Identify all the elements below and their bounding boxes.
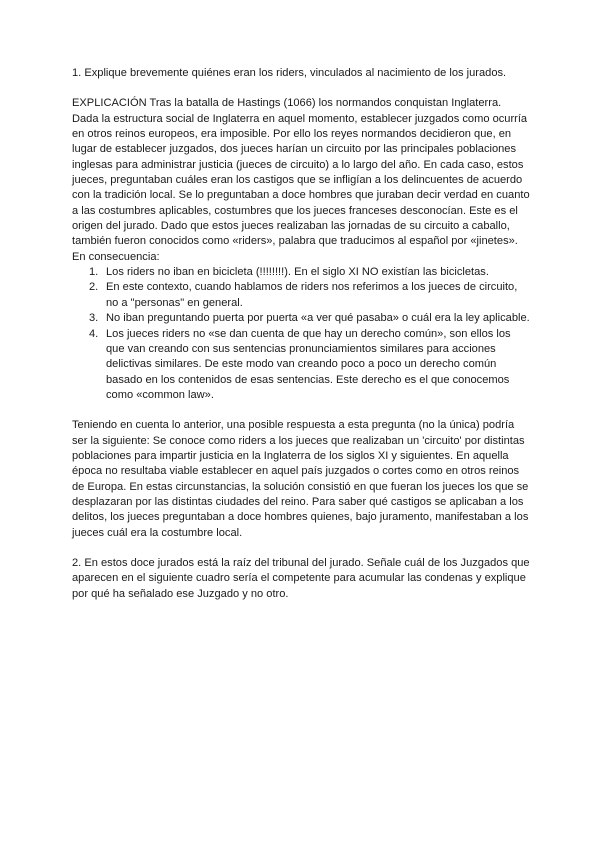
- list-text: Los riders no iban en bicicleta (!!!!!!!!). En el siglo XI NO existían las bicicletas.: [106, 266, 489, 279]
- list-text: No iban preguntando puerta por puerta «a ver qué pasaba» o cuál era la ley aplicable.: [106, 312, 530, 325]
- list-item: [72, 265, 530, 280]
- consequence-list: [72, 265, 530, 403]
- spacer: [72, 81, 530, 96]
- list-item: [72, 327, 530, 404]
- list-number: 3.: [89, 312, 99, 325]
- list-number: 2.: [89, 281, 99, 294]
- spacer: [72, 541, 530, 556]
- explanation-paragraph: [72, 96, 530, 249]
- spacer: [72, 403, 530, 418]
- document-page: [72, 66, 530, 602]
- consequence-label: En consecuencia:: [72, 250, 160, 263]
- explanation-label: EXPLICACIÓN: [72, 97, 147, 110]
- explanation-text: Tras la batalla de Hastings (1066) los normandos conquistan Inglaterra. Dada la estructura social de Inglaterra en aquel momento, establecer juzgados como ocurría en otros reinos europeos, era imposible. Por ello los reyes normandos decidieron que, en lugar de establecer juzgados, dos jueces harían un circuito por las principales poblaciones inglesas para administrar justicia (jueces de circuito) a lo largo del año. En cada caso, estos jueces, preguntaban cuáles eran los castigos que se infligían a los delincuentes de acuerdo con la tradición local. Se lo preguntaban a doce hombres que juraban decir verdad en cuanto a las costumbres aplicables, costumbres que los jueces franceses desconocían. Este es el origen del jurado. Dado que estos jueces realizaban las jornadas de su circuito a caballo, también fueron conocidos como «riders», palabra que traducimos al español por «jinetes».: [72, 97, 530, 248]
- question-2: 2. En estos doce jurados está la raíz del tribunal del jurado. Señale cuál de los Juzgados que aparecen en el siguiente cuadro sería el competente para acumular las condenas y explique por qué ha señalado ese Juzgado y no otro.: [72, 556, 530, 600]
- list-item: [72, 280, 530, 311]
- list-item: [72, 311, 530, 326]
- answer-paragraph: Teniendo en cuenta lo anterior, una posible respuesta a esta pregunta (no la única) podría ser la siguiente: Se conoce como riders a los jueces que realizaban un 'circuito' por distintas poblaciones para impartir justicia en la Inglaterra de los siglos XI y siguientes. En aquella época no resultaba viable establecer en aquel país juzgados o cortes como en otros reinos de Europa. En estas circunstancias, la solución consistió en que fueran los jueces los que se desplazaran por las distintas ciudades del reino. Para saber qué castigos se aplicaban a los delitos, los jueces preguntaban a doce hombres quienes, bajo juramento, manifestaban a los jueces cuál era la costumbre local.: [72, 419, 529, 539]
- list-text: Los jueces riders no «se dan cuenta de que hay un derecho común», son ellos los que van creando con sus sentencias pronunciamientos similares para acciones delictivas similares. De este modo van creando poco a poco un derecho común basado en los contenidos de esas sentencias. Este derecho es el que conocemos como «common law».: [106, 327, 511, 401]
- list-text: En este contexto, cuando hablamos de riders nos referimos a los jueces de circuito, no a "personas" en general.: [106, 281, 518, 309]
- list-number: 1.: [89, 266, 99, 279]
- question-1: 1. Explique brevemente quiénes eran los riders, vinculados al nacimiento de los jurados.: [72, 67, 507, 79]
- list-number: 4.: [89, 327, 99, 340]
